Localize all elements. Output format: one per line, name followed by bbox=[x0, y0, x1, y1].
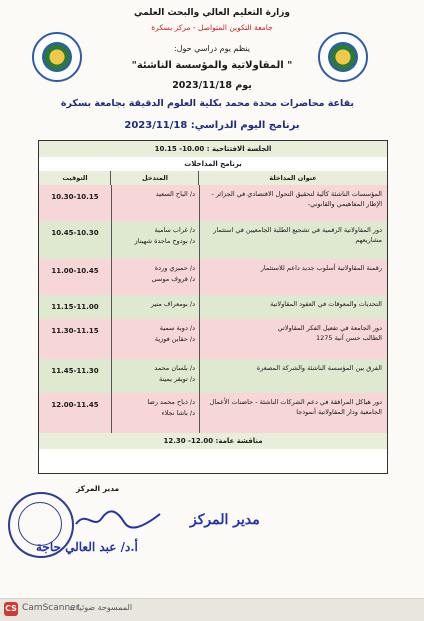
talk-time: 11.15-11.00 bbox=[51, 303, 99, 311]
table-row bbox=[39, 221, 387, 260]
talk-speaker: د/ ذباح محمد رضا د/ باشا نجلاء bbox=[111, 393, 199, 433]
talk-time: 11.45-11.30 bbox=[51, 367, 99, 375]
table-row bbox=[39, 295, 387, 320]
talk-speaker: د/ حميزي وردة د/ قروف موسى bbox=[111, 259, 199, 295]
organizes-line: ينظم يوم دراسي حول: bbox=[173, 44, 251, 53]
talk-title: دور هياكل المرافقة في دعم الشركات الناشئة - حاضنات الأعمال الجامعية ودار المقاولاتية أنموذجا bbox=[199, 393, 387, 433]
center-name: جامعة التكوين المتواصل - مركز بسكرة bbox=[151, 23, 273, 32]
talk-speaker: د/ دوبة سمية د/ حقاين فوزية bbox=[111, 319, 199, 359]
table-row bbox=[39, 259, 387, 296]
column-header-title: عنوان المداخلة bbox=[198, 171, 387, 185]
program-table bbox=[38, 140, 388, 474]
talk-title: دور المقاولاتية الرقمية في تشجيع الطلبة الجامعيين في استثمار مشاريعهم bbox=[199, 221, 387, 259]
talk-time: 10.45-10.30 bbox=[51, 229, 99, 237]
opening-session: الجلسة الافتتاحية : 10.00- 10.15 bbox=[39, 141, 387, 158]
talk-speaker: د/ بلسان محمد د/ تويقر يمينة bbox=[111, 359, 199, 393]
talk-speaker: د/ الباح السعيد bbox=[111, 185, 199, 221]
camscanner-label: CamScanner bbox=[22, 603, 80, 613]
event-date: يوم 2023/11/18 bbox=[172, 80, 252, 91]
talk-speaker: د/ بومعراف منير bbox=[111, 295, 199, 319]
talk-time: 10.30-10.15 bbox=[51, 193, 99, 201]
talk-title: المؤسسات الناشئة كآلية لتحقيق التحول الاقتصادي في الجزائر - الإطار المفاهيمي والقانوني- bbox=[199, 185, 387, 221]
talk-time: 11.30-11.15 bbox=[51, 327, 99, 335]
venue-line: بقاعة محاضرات محدة محمد بكلية العلوم الدقيقة بجامعة بسكرة bbox=[60, 98, 354, 109]
theme-title: " المقاولاتية والمؤسسة الناشئة" bbox=[131, 60, 293, 71]
ministry-title: وزارة التعليم العالي والبحث العلمي bbox=[133, 8, 291, 18]
table-header-row bbox=[39, 171, 387, 186]
handwritten-signature bbox=[72, 508, 164, 532]
university-logo-right bbox=[318, 32, 368, 82]
talk-title: رقمنة المقاولاتية أسلوب جديد داعم للاستثمار bbox=[199, 259, 387, 295]
talk-title: التحديات والمعوقات في العقود المقاولاتية bbox=[199, 295, 387, 319]
table-row bbox=[39, 185, 387, 222]
program-subheader: برنامج المداخلات bbox=[39, 157, 387, 172]
column-header-speaker: المتدخل bbox=[110, 171, 199, 185]
signature-title: مدير المركز bbox=[190, 512, 260, 528]
table-row bbox=[39, 393, 387, 434]
university-logo-left bbox=[32, 32, 82, 82]
talk-time: 12.00-11.45 bbox=[51, 401, 99, 409]
table-row bbox=[39, 359, 387, 394]
scanned-with-label: الممسوحة ضوئيا بـ bbox=[70, 603, 133, 612]
camscanner-icon: CS bbox=[4, 602, 18, 616]
talk-speaker: د/ غراب سامية د/ بودوح ماجدة شهيناز bbox=[111, 221, 199, 259]
talk-title: دور الجامعة في تفعيل الفكر المقاولاتي الطالب حسن آنية 1275 bbox=[199, 319, 387, 359]
manager-label: مدير المركز bbox=[76, 484, 120, 493]
talk-title: الفرق بين المؤسسة الناشئة والشركة المصغرة bbox=[199, 359, 387, 393]
program-title: برنامج اليوم الدراسي: 2023/11/18 bbox=[124, 120, 300, 131]
talk-time: 11.00-10.45 bbox=[51, 267, 99, 275]
table-row bbox=[39, 319, 387, 360]
signatory-name: أ.د/ عبد العالي حاجة bbox=[36, 540, 138, 554]
closing-session: مناقشة عامة: 12.00- 12.30 bbox=[39, 433, 387, 449]
column-header-time: التوقيت bbox=[62, 174, 88, 182]
